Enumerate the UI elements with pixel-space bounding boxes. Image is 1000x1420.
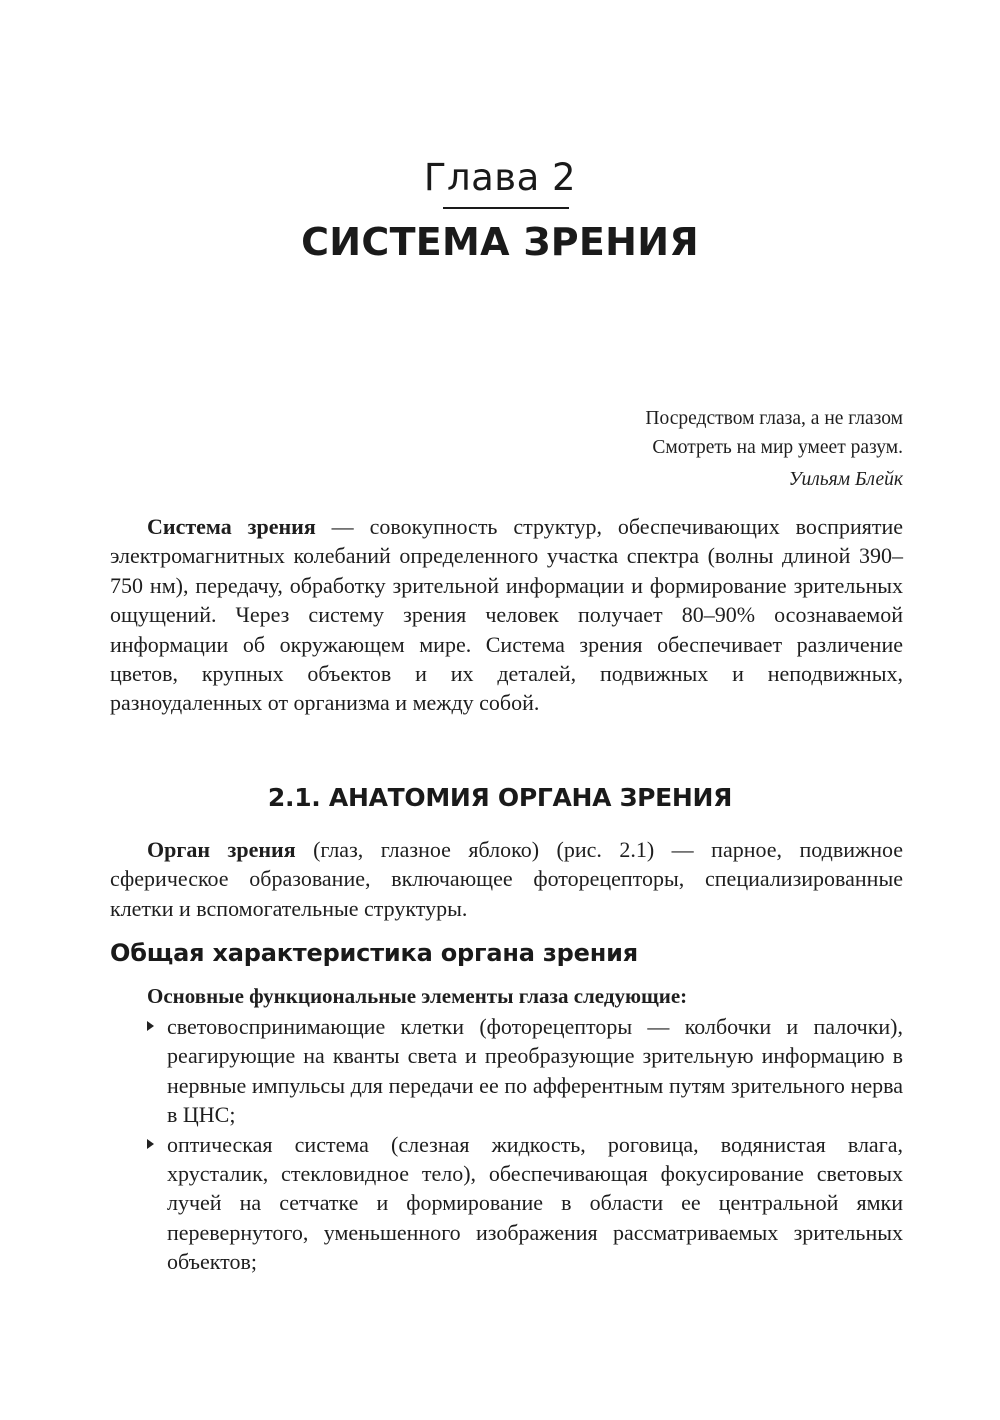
epigraph-line-1: Посредством глаза, а не глазом (645, 408, 903, 429)
chapter-divider (443, 207, 569, 209)
chapter-title: СИСТЕМА ЗРЕНИЯ (301, 220, 699, 264)
list-lead: Основные функциональные элементы глаза следующие: (147, 984, 688, 1008)
intro-term: Система зрения (147, 514, 316, 539)
list-item-text: световоспринимающие клетки (фоторецепторы — колбочки и палочки), реагирующие на кванты света и преобразующие зрительную информацию в нервные импульсы для передачи ее по афферентным путям зрительного нерва в ЦНС; (167, 1014, 903, 1128)
epigraph (483, 404, 903, 494)
organ-term: Орган зрения (147, 837, 296, 862)
triangle-bullet-icon (147, 1021, 154, 1031)
epigraph-author: Уильям Блейк (788, 469, 903, 490)
intro-text: — совокупность структур, обеспечивающих восприятие электромагнитных колебаний определенного участка спектра (волны длиной 390–750 нм), передачу, обработку зрительной информации и формирование зрительных ощущений. Через систему зрения человек получает 80–90% осознаваемой информации об окружающем мире. Система зрения обеспечивает различение цветов, крупных объектов и их деталей, подвижных и неподвижных, разноудаленных от организма и между собой. (110, 514, 903, 716)
list-item (110, 1130, 903, 1277)
organ-text: (глаз, глазное яблоко) (рис. 2.1) — парное, подвижное сферическое образование, включающее фоторецепторы, специализированные клетки и вспомогательные структуры. (110, 837, 904, 921)
intro-paragraph (110, 512, 903, 718)
list-item-text: оптическая система (слезная жидкость, роговица, водянистая влага, хрусталик, стекловидное тело), обеспечивающая фокусирование световых лучей на сетчатке и формирование в области ее центральной ямки перевернутого, уменьшенного изображения рассматриваемых зрительных объектов; (167, 1131, 903, 1275)
subsection-heading: Общая характеристика органа зрения (110, 939, 638, 967)
section-heading: 2.1. АНАТОМИЯ ОРГАНА ЗРЕНИЯ (267, 783, 733, 812)
functional-elements-list (110, 1012, 903, 1277)
chapter-label: Глава 2 (423, 156, 577, 199)
list-item (110, 1012, 903, 1130)
epigraph-line-2: Смотреть на мир умеет разум. (652, 437, 903, 458)
organ-paragraph (110, 835, 903, 923)
triangle-bullet-icon (147, 1139, 154, 1149)
